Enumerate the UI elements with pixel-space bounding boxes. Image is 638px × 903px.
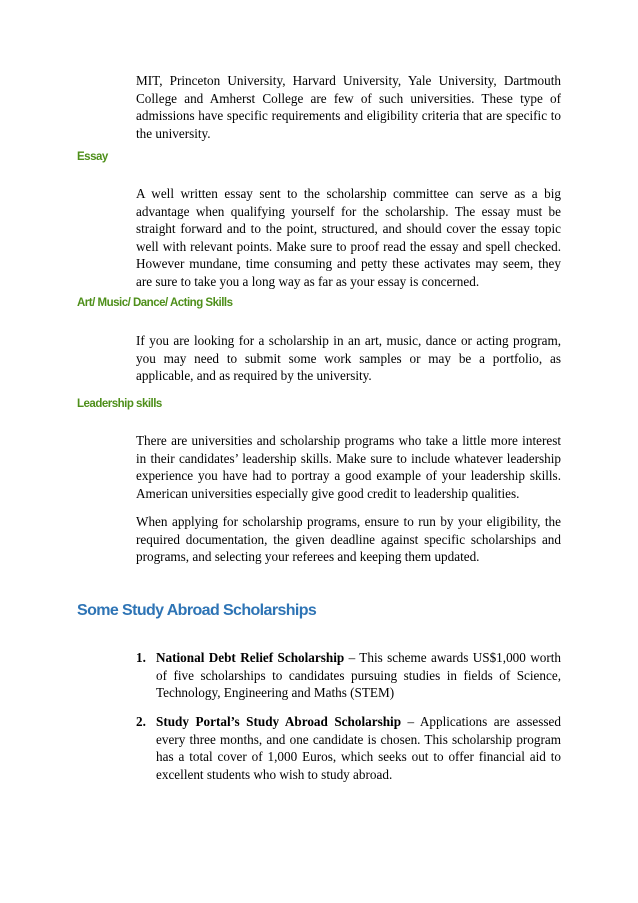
scholarship-description: – This scheme awards US$1,000 worth of five scholarships to candidates pursuing studies in fields of Science, Technology, Engineering and Maths (STEM)	[156, 650, 561, 700]
list-item	[136, 713, 561, 783]
intro-paragraph: MIT, Princeton University, Harvard University, Yale University, Dartmouth College and Amherst College are few of such universities. These type of admissions have specific requirements and eligibility criteria that are specific to the university.	[136, 73, 561, 141]
leadership-heading: Leadership skills	[77, 398, 162, 410]
art-paragraph: If you are looking for a scholarship in an art, music, dance or acting program, you may need to submit some work samples or may be a portfolio, as applicable, and as required by the university.	[136, 333, 561, 383]
list-number: 2.	[136, 714, 146, 729]
essay-paragraph: A well written essay sent to the scholarship committee can serve as a big advantage when qualifying yourself for the scholarship. The essay must be straight forward and to the point, structured, and should cover the essay topic well with relevant points. Make sure to proof read the essay and spell checked. However mundane, time consuming and petty these activates may seem, they are sure to take you a long way as far as your essay is concerned.	[136, 186, 561, 289]
art-heading: Art/ Music/ Dance/ Acting Skills	[77, 297, 233, 309]
scholarship-name: National Debt Relief Scholarship	[156, 650, 345, 665]
list-body	[156, 649, 561, 702]
eligibility-paragraph: When applying for scholarship programs, ensure to run by your eligibility, the required documentation, the given deadline against specific scholarships and programs, and selecting your referees and keeping them updated.	[136, 514, 561, 564]
leadership-paragraph: There are universities and scholarship programs who take a little more interest in their candidates’ leadership skills. Make sure to include whatever leadership experience you have had to portray a good example of your leadership skills. American universities especially give good credit to leadership qualities.	[136, 433, 561, 501]
scholarship-description: – Applications are assessed every three months, and one candidate is chosen. This scholarship program has a total cover of 1,000 Euros, which seeks out to offer financial aid to excellent students who wish to study abroad.	[156, 714, 561, 782]
list-body	[156, 713, 561, 783]
scholarships-section-title: Some Study Abroad Scholarships	[77, 602, 317, 619]
list-number: 1.	[136, 650, 146, 665]
list-item	[136, 649, 561, 702]
scholarship-name: Study Portal’s Study Abroad Scholarship	[156, 714, 402, 729]
essay-heading: Essay	[77, 151, 108, 163]
